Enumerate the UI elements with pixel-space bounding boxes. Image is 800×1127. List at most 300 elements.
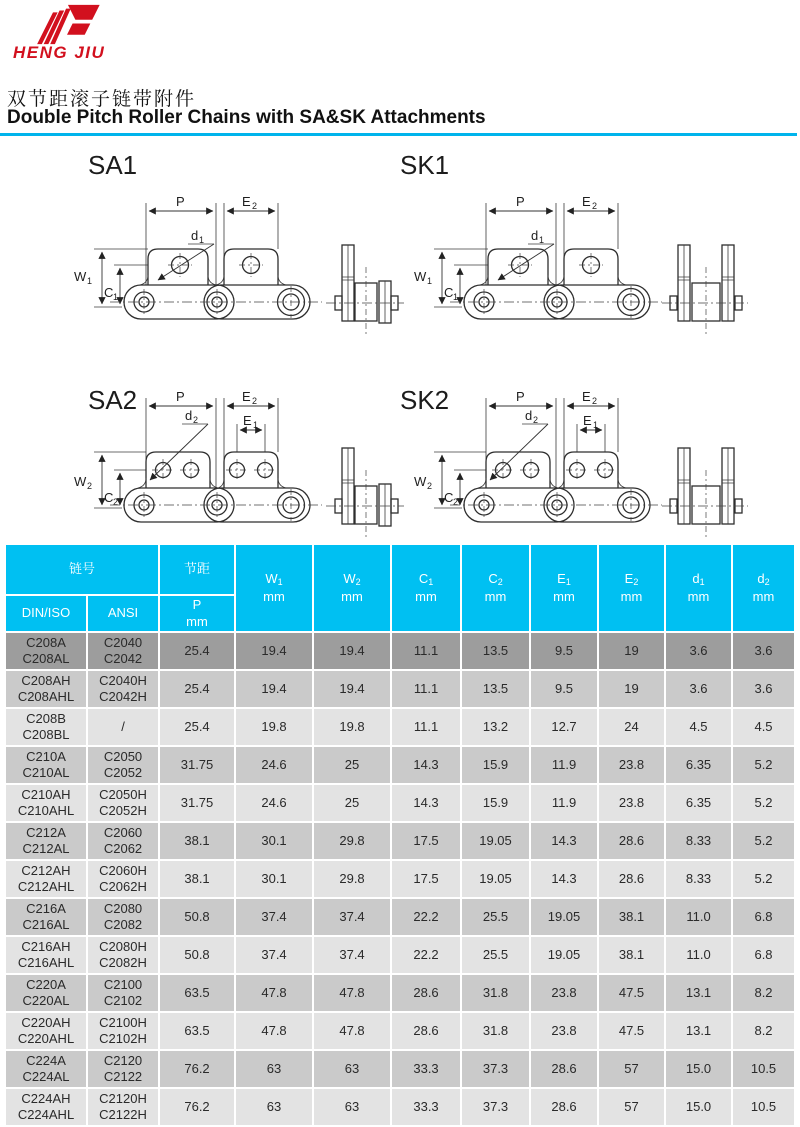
header-w2: $W_2$ mm	[314, 545, 390, 631]
value-cell	[236, 747, 312, 783]
svg-text:1: 1	[87, 276, 93, 286]
value-cell	[666, 671, 731, 707]
value-cell	[733, 709, 794, 745]
cell-line: 31.75	[180, 795, 214, 810]
din-iso-cell	[6, 709, 86, 745]
cell-line: 6.35	[685, 757, 712, 772]
value-cell	[733, 671, 794, 707]
cell-line: 19.05	[479, 833, 512, 848]
value-cell	[599, 1051, 664, 1087]
svg-text:1: 1	[253, 420, 259, 430]
value-cell	[599, 861, 664, 897]
svg-text:d: d	[531, 228, 539, 243]
cell-line: C2102	[103, 993, 143, 1008]
value-cell	[531, 1013, 597, 1049]
cell-line: 33.3	[413, 1061, 439, 1076]
table-row	[6, 861, 794, 897]
value-cell	[599, 975, 664, 1011]
cell-line: 9.5	[554, 681, 574, 696]
cell-line: 5.2	[754, 833, 773, 848]
table-row	[6, 709, 794, 745]
cell-line: 47.5	[618, 1023, 645, 1038]
din-iso-cell	[6, 937, 86, 973]
value-cell	[666, 633, 731, 669]
cell-line: C2120	[103, 1053, 143, 1068]
din-iso-cell	[6, 975, 86, 1011]
svg-text:1: 1	[113, 292, 119, 302]
cell-line: 25.4	[184, 719, 210, 734]
cell-line: C212AL	[22, 841, 70, 856]
cell-line: 25.4	[184, 643, 210, 658]
header-e2: $E_2$ mm	[599, 545, 664, 631]
ansi-cell	[88, 861, 158, 897]
svg-text:2: 2	[453, 497, 459, 507]
cell-line: 3.6	[689, 681, 708, 696]
cell-line: C210A	[26, 749, 66, 764]
value-cell	[392, 975, 460, 1011]
value-cell	[236, 823, 312, 859]
cell-line: C2082H	[99, 955, 147, 970]
din-iso-cell	[6, 861, 86, 897]
value-cell	[462, 937, 529, 973]
cell-line: 5.2	[754, 795, 773, 810]
value-cell	[160, 861, 234, 897]
svg-text:E: E	[582, 389, 591, 404]
svg-text:2: 2	[427, 481, 433, 491]
value-cell	[666, 937, 731, 973]
cell-line: C216AL	[22, 917, 70, 932]
value-cell	[666, 1013, 731, 1049]
header-w1: $W_1$ mm	[236, 545, 312, 631]
cell-line: 5.2	[754, 757, 773, 772]
cell-line: 19.05	[547, 909, 581, 924]
value-cell	[462, 709, 529, 745]
cell-line: 3.6	[689, 643, 708, 658]
value-cell	[531, 785, 597, 821]
value-cell	[236, 899, 312, 935]
cell-line: 4.5	[689, 719, 708, 734]
value-cell	[462, 1089, 529, 1125]
cell-line: 14.3	[551, 833, 577, 848]
cell-line: 14.3	[413, 795, 439, 810]
cell-line: 28.6	[413, 1023, 439, 1038]
cell-line: 47.5	[618, 985, 645, 1000]
cell-line: 11.1	[413, 643, 439, 658]
cell-line: 13.1	[685, 1023, 712, 1038]
header-d2: $d_2$ mm	[733, 545, 794, 631]
svg-text:W: W	[74, 474, 87, 489]
cell-line: C210AL	[22, 765, 70, 780]
cell-line: 30.1	[261, 871, 287, 886]
value-cell	[392, 1089, 460, 1125]
cell-line: 38.1	[184, 871, 210, 886]
cell-line: 37.4	[261, 909, 287, 924]
cell-line: C224A	[26, 1053, 66, 1068]
header-p-mm: P mm	[160, 596, 234, 631]
cell-line: 5.2	[754, 871, 773, 886]
cell-line: 19.8	[261, 719, 287, 734]
value-cell	[462, 785, 529, 821]
svg-text:1: 1	[593, 420, 599, 430]
cell-line: C2100H	[99, 1015, 147, 1030]
cell-line: 28.6	[413, 985, 439, 1000]
value-cell	[531, 709, 597, 745]
technical-drawing-sk2	[398, 360, 748, 542]
cell-line: 57	[624, 1099, 639, 1114]
cell-line: C220AL	[22, 993, 70, 1008]
svg-text:2: 2	[193, 415, 199, 425]
cell-line: 28.6	[551, 1061, 577, 1076]
value-cell	[666, 747, 731, 783]
value-cell	[160, 1013, 234, 1049]
cell-line: 17.5	[413, 833, 439, 848]
diagram-label: SA2	[88, 385, 138, 415]
value-cell	[666, 1051, 731, 1087]
cell-line: 29.8	[339, 833, 365, 848]
table-body	[6, 633, 794, 1125]
cell-line: 76.2	[184, 1099, 210, 1114]
svg-text:E: E	[242, 389, 251, 404]
cell-line: 4.5	[754, 719, 773, 734]
cell-line: 37.4	[339, 947, 365, 962]
cell-line: 13.2	[482, 719, 509, 734]
value-cell	[599, 899, 664, 935]
svg-text:2: 2	[533, 415, 539, 425]
din-iso-cell	[6, 823, 86, 859]
value-cell	[733, 937, 794, 973]
cell-line: 28.6	[618, 833, 645, 848]
din-iso-cell	[6, 785, 86, 821]
value-cell	[599, 937, 664, 973]
cell-line: 28.6	[551, 1099, 577, 1114]
cell-line: C2060	[103, 825, 143, 840]
cell-line: 15.9	[482, 795, 509, 810]
ansi-cell	[88, 1013, 158, 1049]
value-cell	[160, 633, 234, 669]
cell-line: C212AH	[21, 863, 71, 878]
header-c2: $C_2$ mm	[462, 545, 529, 631]
ansi-cell	[88, 899, 158, 935]
value-cell	[392, 823, 460, 859]
cell-line: 13.5	[482, 681, 509, 696]
value-cell	[531, 747, 597, 783]
svg-text:2: 2	[113, 497, 119, 507]
table-row	[6, 633, 794, 669]
value-cell	[531, 937, 597, 973]
end-view-sk	[662, 448, 748, 540]
value-cell	[733, 633, 794, 669]
svg-text:1: 1	[427, 276, 433, 286]
value-cell	[392, 861, 460, 897]
value-cell	[314, 1013, 390, 1049]
cell-line: C210AHL	[17, 803, 75, 818]
cell-line: 19	[624, 643, 639, 658]
cell-line: C216AHL	[17, 955, 75, 970]
cell-line: 30.1	[261, 833, 287, 848]
cell-line: C2042H	[99, 689, 147, 704]
table-row	[6, 975, 794, 1011]
value-cell	[236, 937, 312, 973]
value-cell	[733, 899, 794, 935]
value-cell	[599, 1089, 664, 1125]
value-cell	[462, 747, 529, 783]
cell-line: 38.1	[618, 909, 645, 924]
cell-line: 24.6	[261, 795, 287, 810]
cell-line: 6.8	[754, 947, 773, 962]
value-cell	[160, 823, 234, 859]
table-row	[6, 1089, 794, 1125]
value-cell	[531, 1089, 597, 1125]
value-cell	[160, 1051, 234, 1087]
cell-line: C224AH	[21, 1091, 71, 1106]
cell-line: 24	[624, 719, 639, 734]
cell-line: 63	[344, 1099, 360, 1114]
value-cell	[531, 823, 597, 859]
cell-line: C2122	[103, 1069, 143, 1084]
cell-line: 23.8	[551, 1023, 577, 1038]
value-cell	[314, 1051, 390, 1087]
cell-line: 19.4	[339, 643, 365, 658]
cell-line: 47.8	[261, 985, 287, 1000]
cell-line: 12.7	[551, 719, 577, 734]
header-din-iso: DIN/ISO	[6, 596, 86, 631]
svg-text:W: W	[74, 269, 87, 284]
svg-text:2: 2	[252, 201, 258, 211]
cell-line: 19.05	[479, 871, 512, 886]
value-cell	[462, 1013, 529, 1049]
cell-line: C216AH	[21, 939, 71, 954]
svg-text:W: W	[414, 269, 427, 284]
cell-line: 47.8	[261, 1023, 287, 1038]
cell-line: C210AH	[21, 787, 71, 802]
value-cell	[666, 861, 731, 897]
value-cell	[531, 1051, 597, 1087]
cell-line: 33.3	[413, 1099, 439, 1114]
cell-line: 31.8	[482, 1023, 509, 1038]
spec-table	[4, 543, 796, 1127]
diagram-label: SA1	[88, 150, 138, 180]
value-cell	[599, 671, 664, 707]
cell-line: C208AL	[22, 651, 70, 666]
header-e1: $E_1$ mm	[531, 545, 597, 631]
din-iso-cell	[6, 747, 86, 783]
value-cell	[531, 633, 597, 669]
value-cell	[733, 1051, 794, 1087]
value-cell	[314, 709, 390, 745]
ansi-cell	[88, 785, 158, 821]
table-row	[6, 1013, 794, 1049]
value-cell	[666, 709, 731, 745]
value-cell	[462, 975, 529, 1011]
cell-line: 57	[624, 1061, 639, 1076]
diagram-sk1	[398, 148, 758, 363]
cell-line: C2050H	[99, 787, 147, 802]
ansi-cell	[88, 747, 158, 783]
technical-drawing-sk1	[398, 161, 748, 341]
cell-line: 14.3	[413, 757, 439, 772]
value-cell	[314, 861, 390, 897]
svg-text:P: P	[176, 194, 185, 209]
cell-line: 50.8	[184, 947, 210, 962]
cell-line: 8.33	[685, 833, 712, 848]
value-cell	[160, 937, 234, 973]
din-iso-cell	[6, 1051, 86, 1087]
cell-line: C2060H	[99, 863, 147, 878]
cell-line: C208BL	[22, 727, 70, 742]
svg-text:E: E	[242, 194, 251, 209]
value-cell	[733, 861, 794, 897]
cell-line: C2040H	[99, 673, 147, 688]
svg-text:1: 1	[453, 292, 459, 302]
cell-line: 6.35	[685, 795, 712, 810]
cell-line: 50.8	[184, 909, 210, 924]
ansi-cell	[88, 1051, 158, 1087]
cell-line: C220AHL	[17, 1031, 75, 1046]
value-cell	[462, 861, 529, 897]
table-row	[6, 785, 794, 821]
cell-line: 31.75	[180, 757, 214, 772]
cell-line: 13.5	[482, 643, 509, 658]
cell-line: C2042	[103, 651, 143, 666]
cell-line: 31.8	[482, 985, 509, 1000]
value-cell	[531, 975, 597, 1011]
cell-line: 23.8	[618, 795, 645, 810]
svg-text:P: P	[516, 389, 525, 404]
ansi-cell	[88, 1089, 158, 1125]
cell-line: C2052	[103, 765, 143, 780]
value-cell	[599, 785, 664, 821]
cell-line: 25.4	[184, 681, 210, 696]
cell-line: C224AL	[22, 1069, 70, 1084]
diagram-sa1	[58, 148, 418, 363]
cell-line: C2050	[103, 749, 143, 764]
svg-text:E: E	[583, 413, 592, 428]
cell-line: C2102H	[99, 1031, 147, 1046]
cell-line: 63	[344, 1061, 360, 1076]
diagram-label: SK2	[400, 385, 450, 415]
cell-line: /	[121, 719, 125, 734]
value-cell	[666, 899, 731, 935]
header-ansi: ANSI	[88, 596, 158, 631]
cell-line: C220AH	[21, 1015, 71, 1030]
cell-line: 11.0	[686, 947, 711, 962]
diagram-label: SK1	[400, 150, 450, 180]
table-row	[6, 823, 794, 859]
value-cell	[236, 709, 312, 745]
cell-line: C220A	[26, 977, 66, 992]
cell-line: C2100	[103, 977, 143, 992]
cell-line: 15.0	[685, 1061, 712, 1076]
cell-line: 19.4	[339, 681, 365, 696]
cell-line: 6.8	[754, 909, 773, 924]
ansi-cell	[88, 975, 158, 1011]
value-cell	[462, 899, 529, 935]
table-row	[6, 671, 794, 707]
value-cell	[392, 785, 460, 821]
cell-line: 3.6	[754, 643, 773, 658]
cell-line: 14.3	[551, 871, 577, 886]
ansi-cell	[88, 937, 158, 973]
svg-text:2: 2	[592, 396, 598, 406]
cell-line: 11.0	[686, 909, 711, 924]
cell-line: 19.4	[261, 681, 287, 696]
value-cell	[314, 823, 390, 859]
value-cell	[392, 709, 460, 745]
din-iso-cell	[6, 671, 86, 707]
value-cell	[599, 633, 664, 669]
value-cell	[462, 1051, 529, 1087]
cell-line: 24.6	[261, 757, 287, 772]
table-header	[6, 545, 794, 631]
cell-line: 37.4	[339, 909, 365, 924]
cell-line: 25	[344, 795, 360, 810]
value-cell	[392, 1051, 460, 1087]
value-cell	[314, 785, 390, 821]
cell-line: C216A	[26, 901, 66, 916]
cell-line: 19.8	[339, 719, 365, 734]
svg-text:2: 2	[87, 481, 93, 491]
value-cell	[160, 899, 234, 935]
title-divider	[0, 133, 797, 136]
value-cell	[236, 1089, 312, 1125]
cell-line: C212AHL	[17, 879, 75, 894]
value-cell	[599, 1013, 664, 1049]
din-iso-cell	[6, 1013, 86, 1049]
svg-text:W: W	[414, 474, 427, 489]
value-cell	[733, 785, 794, 821]
hengjiu-logo-icon	[28, 3, 106, 45]
table-row	[6, 747, 794, 783]
value-cell	[392, 633, 460, 669]
table-row	[6, 899, 794, 935]
value-cell	[236, 1051, 312, 1087]
cell-line: 8.2	[754, 985, 773, 1000]
table-row	[6, 1051, 794, 1087]
value-cell	[314, 1089, 390, 1125]
value-cell	[733, 975, 794, 1011]
svg-text:C: C	[444, 285, 454, 300]
cell-line: C2062	[103, 841, 143, 856]
end-view-sa	[326, 245, 404, 337]
value-cell	[392, 671, 460, 707]
ansi-cell	[88, 633, 158, 669]
cell-line: C2062H	[99, 879, 147, 894]
end-view-sk	[662, 245, 748, 337]
value-cell	[666, 785, 731, 821]
svg-text:C: C	[104, 285, 114, 300]
cell-line: 47.8	[339, 1023, 365, 1038]
din-iso-cell	[6, 633, 86, 669]
cell-line: 63	[266, 1099, 282, 1114]
value-cell	[314, 899, 390, 935]
cell-line: 13.1	[685, 985, 712, 1000]
cell-line: C2122H	[99, 1107, 147, 1122]
value-cell	[666, 823, 731, 859]
technical-drawing-sa1	[58, 161, 408, 341]
cell-line: 29.8	[339, 871, 365, 886]
cell-line: C224AHL	[17, 1107, 75, 1122]
value-cell	[236, 975, 312, 1011]
svg-text:C: C	[444, 490, 454, 505]
svg-text:d: d	[185, 408, 193, 423]
value-cell	[733, 747, 794, 783]
value-cell	[666, 975, 731, 1011]
cell-line: C208A	[26, 635, 66, 650]
page-title-chinese: 双节距滚子链带附件	[7, 89, 197, 110]
value-cell	[314, 747, 390, 783]
value-cell	[599, 823, 664, 859]
svg-text:P: P	[176, 389, 185, 404]
